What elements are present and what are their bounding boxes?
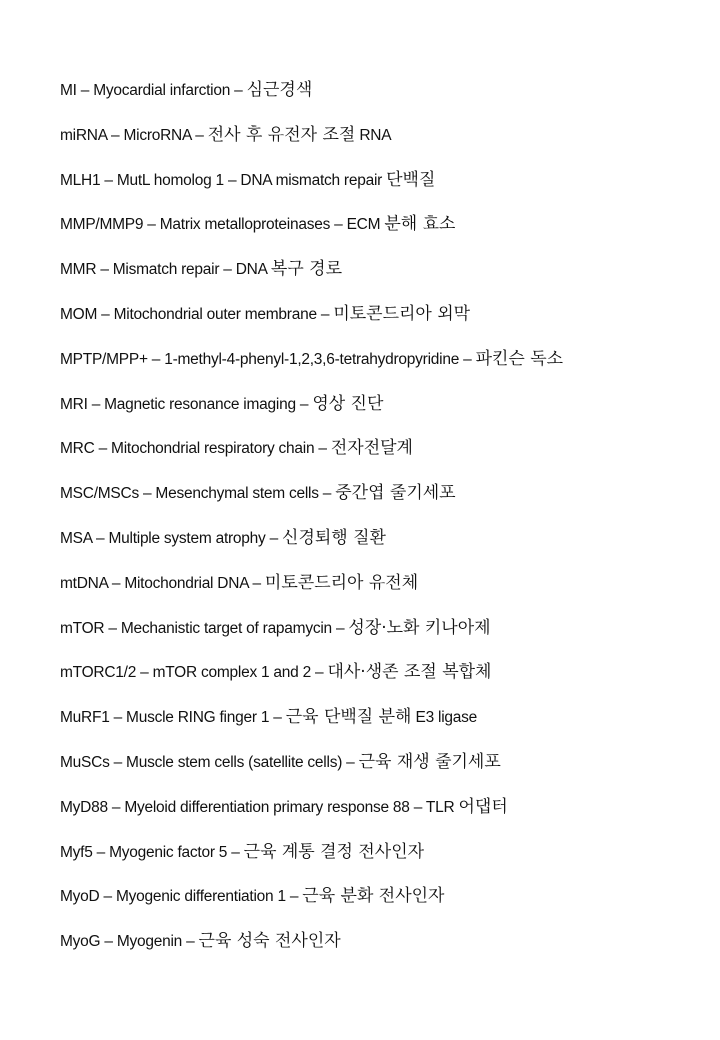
list-item — [60, 614, 710, 659]
entry-korean: 근육 성숙 전사인자 — [198, 931, 341, 952]
entry-korean: 신경퇴행 질환 — [282, 527, 386, 548]
list-item — [60, 882, 710, 927]
abbreviation-list — [60, 76, 710, 972]
entry-korean: 근육 분화 전사인자 — [302, 886, 445, 907]
entry-tail: E3 ligase — [411, 709, 478, 727]
list-item — [60, 300, 710, 345]
entry-english: mTOR – Mechanistic target of rapamycin – — [60, 619, 349, 637]
list-item — [60, 166, 710, 211]
entry-english: MuSCs – Muscle stem cells (satellite cells) – — [60, 753, 359, 771]
entry-english: MPTP/MPP+ – 1-methyl-4-phenyl-1,2,3,6-tetrahydropyridine – — [60, 350, 476, 368]
entry-korean: 전자전달계 — [330, 438, 413, 459]
entry-korean: 단백질 — [386, 169, 436, 190]
entry-korean: 분해 효소 — [384, 214, 456, 235]
entry-korean: 미토콘드리아 외막 — [333, 303, 471, 324]
entry-english: MMR – Mismatch repair – DNA — [60, 261, 271, 279]
entry-english: MSA – Multiple system atrophy – — [60, 529, 283, 547]
entry-korean: 근육 재생 줄기세포 — [358, 751, 501, 772]
list-item — [60, 748, 710, 793]
entry-korean: 파킨슨 독소 — [475, 348, 564, 369]
entry-korean: 근육 단백질 분해 — [285, 707, 412, 728]
entry-english: MMP/MMP9 – Matrix metalloproteinases – ECM — [60, 216, 385, 234]
entry-english: MyD88 – Myeloid differentiation primary response 88 – TLR — [60, 798, 459, 816]
list-item — [60, 479, 710, 524]
entry-english: MI – Myocardial infarction – — [60, 82, 247, 99]
list-item — [60, 927, 710, 972]
list-item — [60, 390, 710, 435]
list-item — [60, 345, 710, 390]
list-item — [60, 210, 710, 255]
list-item — [60, 703, 710, 748]
entry-english: Myf5 – Myogenic factor 5 – — [60, 843, 244, 861]
entry-korean: 근육 계통 결정 전사인자 — [243, 841, 425, 862]
entry-korean: 대사·생존 조절 복합체 — [327, 662, 492, 683]
entry-korean: 성장·노화 키나아제 — [348, 617, 491, 638]
entry-english: MRC – Mitochondrial respiratory chain – — [60, 440, 331, 458]
entry-korean: 영상 진단 — [312, 393, 384, 414]
entry-english: MRI – Magnetic resonance imaging – — [60, 395, 313, 413]
entry-english: mTORC1/2 – mTOR complex 1 and 2 – — [60, 664, 328, 682]
entry-english: MuRF1 – Muscle RING finger 1 – — [60, 709, 286, 727]
list-item — [60, 255, 710, 300]
list-item — [60, 76, 710, 121]
entry-korean: 심근경색 — [246, 80, 313, 100]
list-item — [60, 658, 710, 703]
list-item — [60, 434, 710, 479]
entry-english: miRNA – MicroRNA – — [60, 126, 208, 144]
list-item — [60, 793, 710, 838]
entry-english: mtDNA – Mitochondrial DNA – — [60, 574, 265, 592]
entry-english: MLH1 – MutL homolog 1 – DNA mismatch repair — [60, 171, 387, 189]
entry-korean: 미토콘드리아 유전체 — [264, 572, 419, 593]
entry-korean: 중간엽 줄기세포 — [335, 483, 456, 504]
entry-english: MyoD – Myogenic differentiation 1 – — [60, 888, 303, 906]
entry-english: MyoG – Myogenin – — [60, 933, 199, 951]
entry-english: MOM – Mitochondrial outer membrane – — [60, 305, 334, 323]
list-item — [60, 838, 710, 883]
list-item — [60, 569, 710, 614]
entry-korean: 전사 후 유전자 조절 — [207, 124, 356, 145]
entry-korean: 어댑터 — [458, 796, 508, 817]
entry-tail: RNA — [355, 126, 392, 144]
entry-english: MSC/MSCs – Mesenchymal stem cells – — [60, 485, 336, 503]
list-item — [60, 121, 710, 166]
entry-korean: 복구 경로 — [270, 259, 343, 280]
list-item — [60, 524, 710, 569]
